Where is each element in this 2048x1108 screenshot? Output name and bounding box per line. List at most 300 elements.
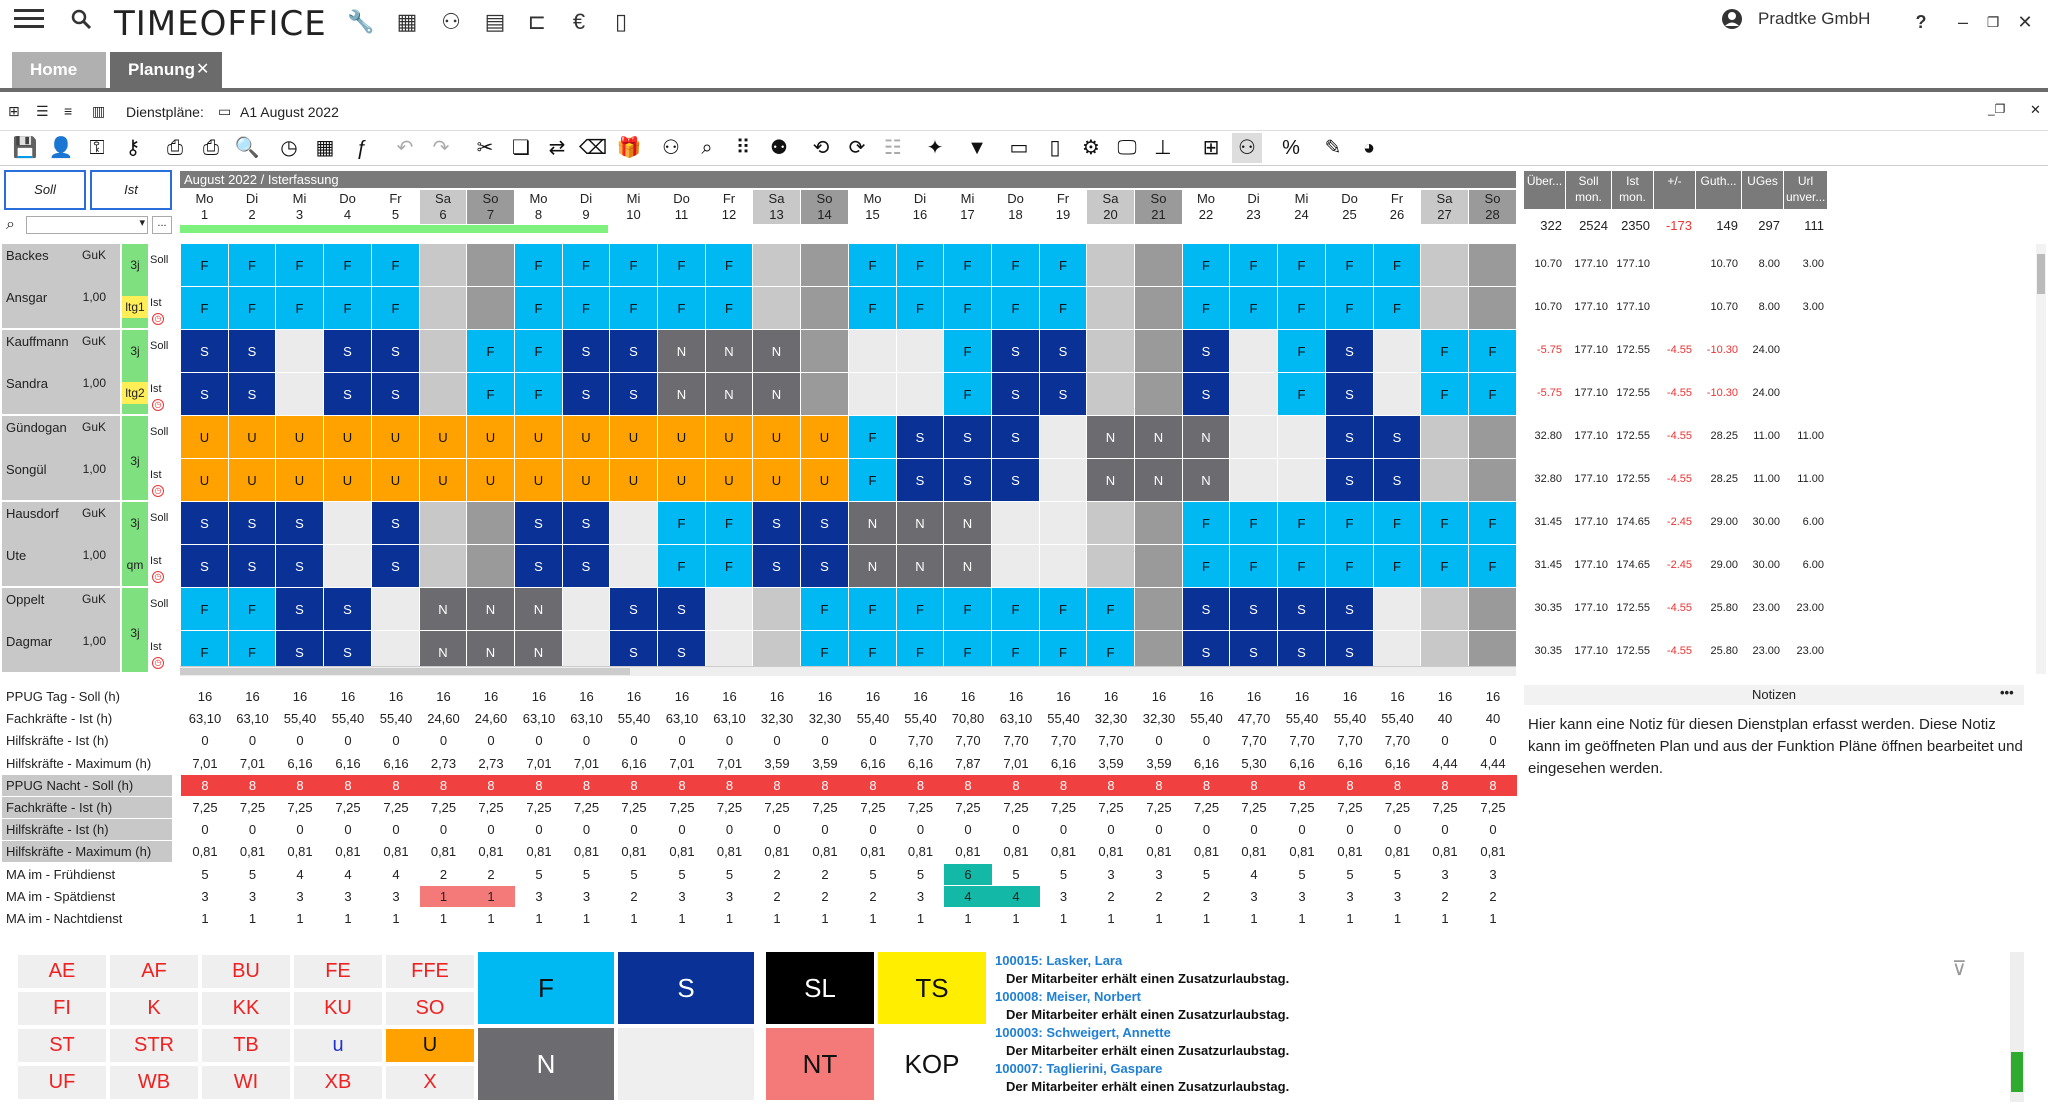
hierarchy-icon[interactable]: ⊏ xyxy=(527,9,547,34)
vertical-scrollbar[interactable] xyxy=(2036,244,2046,674)
person-icon[interactable]: 👤 xyxy=(48,137,74,159)
shift-cell[interactable] xyxy=(1230,459,1278,502)
shift-cell[interactable] xyxy=(1374,373,1421,416)
shift-cell[interactable]: U xyxy=(801,459,849,502)
shift-cell[interactable]: F xyxy=(563,287,610,330)
undo-icon[interactable]: ↶ xyxy=(396,137,414,159)
table-icon[interactable]: ⊞ xyxy=(1202,137,1220,159)
shift-cell[interactable]: S xyxy=(563,330,610,373)
shift-cell[interactable]: S xyxy=(229,330,276,373)
shift-cell[interactable]: F xyxy=(467,373,515,416)
shift-cell[interactable]: S xyxy=(1374,459,1421,502)
shift-cell[interactable]: S xyxy=(992,330,1040,373)
help-icon[interactable]: ? xyxy=(1915,12,1927,32)
shift-cell[interactable]: U xyxy=(515,416,563,459)
absence-code-button[interactable]: ST xyxy=(18,1029,106,1062)
shift-cell[interactable]: U xyxy=(229,459,276,502)
shift-cell[interactable] xyxy=(1469,287,1517,330)
absence-code-button[interactable]: u xyxy=(294,1029,382,1062)
log-entry-id[interactable]: 100015: Lasker, Lara xyxy=(995,953,1123,968)
shift-cell[interactable]: U xyxy=(420,416,467,459)
shift-cell[interactable] xyxy=(1230,330,1278,373)
user-icon[interactable] xyxy=(1720,8,1744,37)
absence-code-button[interactable]: SO xyxy=(386,992,474,1025)
absence-code-button[interactable]: WB xyxy=(110,1066,198,1099)
shift-cell[interactable] xyxy=(420,287,467,330)
shift-cell[interactable]: N xyxy=(515,588,563,631)
shift-cell[interactable]: F xyxy=(992,244,1040,287)
shift-cell[interactable] xyxy=(1087,287,1135,330)
shift-cell[interactable] xyxy=(1040,416,1087,459)
shift-cell[interactable]: F xyxy=(1040,588,1087,631)
zoom-icon[interactable]: ⌕ xyxy=(701,137,713,159)
shift-cell[interactable]: N xyxy=(420,588,467,631)
shift-cell[interactable]: N xyxy=(897,502,944,545)
shift-cell[interactable]: F xyxy=(1374,287,1421,330)
day-header[interactable] xyxy=(467,190,515,224)
shift-cell[interactable] xyxy=(1087,502,1135,545)
shift-cell[interactable] xyxy=(992,545,1040,588)
day-header[interactable] xyxy=(515,190,563,224)
shift-cell[interactable]: F xyxy=(849,287,897,330)
shift-cell[interactable]: S xyxy=(1183,373,1230,416)
shift-cell[interactable]: N xyxy=(849,545,897,588)
absence-code-button[interactable]: FE xyxy=(294,955,382,988)
shift-cell[interactable] xyxy=(801,244,849,287)
shift-button[interactable]: TS xyxy=(878,952,986,1024)
day-header[interactable] xyxy=(706,190,753,224)
shift-cell[interactable] xyxy=(1421,416,1469,459)
shift-cell[interactable]: U xyxy=(801,416,849,459)
shift-cell[interactable]: N xyxy=(944,545,992,588)
shift-cell[interactable]: F xyxy=(1040,244,1087,287)
shift-cell[interactable]: F xyxy=(276,244,324,287)
absence-code-button[interactable]: AF xyxy=(110,955,198,988)
day-header[interactable] xyxy=(992,190,1040,224)
shift-cell[interactable]: N xyxy=(706,330,753,373)
filter-icon[interactable]: ▼ xyxy=(967,137,987,159)
absence-code-button[interactable]: K xyxy=(110,992,198,1025)
shift-cell[interactable]: F xyxy=(1326,502,1374,545)
more-filter-button[interactable]: ... xyxy=(152,216,172,234)
shift-cell[interactable] xyxy=(1230,373,1278,416)
shift-cell[interactable]: F xyxy=(1421,502,1469,545)
shift-cell[interactable]: S xyxy=(563,502,610,545)
shift-cell[interactable] xyxy=(897,330,944,373)
mobile-icon[interactable]: ▯ xyxy=(614,9,628,34)
shift-cell[interactable]: F xyxy=(897,244,944,287)
shift-cell[interactable]: N xyxy=(658,373,706,416)
shift-cell[interactable]: S xyxy=(1230,631,1278,674)
shift-cell[interactable] xyxy=(324,502,372,545)
shift-cell[interactable]: F xyxy=(706,287,753,330)
shift-cell[interactable]: F xyxy=(897,287,944,330)
shift-cell[interactable]: F xyxy=(944,287,992,330)
shift-cell[interactable]: S xyxy=(563,545,610,588)
search-icon[interactable] xyxy=(66,8,96,37)
shift-cell[interactable]: F xyxy=(467,330,515,373)
chart-icon[interactable]: ◕ xyxy=(1362,137,1376,159)
shift-cell[interactable] xyxy=(467,287,515,330)
shift-cell[interactable]: S xyxy=(229,545,276,588)
shift-cell[interactable]: N xyxy=(1183,459,1230,502)
shift-cell[interactable] xyxy=(1087,244,1135,287)
swap-icon[interactable]: ⇄ xyxy=(548,137,566,159)
shift-cell[interactable]: S xyxy=(1183,631,1230,674)
shift-cell[interactable]: F xyxy=(944,330,992,373)
shift-cell[interactable]: S xyxy=(1374,416,1421,459)
calendar-grid-icon[interactable]: ▤ xyxy=(484,9,506,34)
list-view-icon[interactable]: ≡ xyxy=(64,103,73,119)
shift-cell[interactable] xyxy=(753,588,801,631)
shift-cell[interactable] xyxy=(801,330,849,373)
shift-cell[interactable] xyxy=(610,502,658,545)
shift-cell[interactable]: F xyxy=(944,588,992,631)
shift-cell[interactable] xyxy=(276,373,324,416)
shift-cell[interactable]: F xyxy=(849,588,897,631)
shift-cell[interactable]: F xyxy=(563,244,610,287)
shift-cell[interactable]: S xyxy=(181,373,229,416)
wrench-icon[interactable]: 🔧 xyxy=(347,9,375,34)
shift-cell[interactable]: S xyxy=(992,373,1040,416)
absence-code-button[interactable]: UF xyxy=(18,1066,106,1099)
shift-cell[interactable]: U xyxy=(420,459,467,502)
shift-cell[interactable]: F xyxy=(372,244,420,287)
shift-cell[interactable]: F xyxy=(1421,330,1469,373)
shift-cell[interactable]: S xyxy=(1326,631,1374,674)
day-header[interactable] xyxy=(1326,190,1374,224)
refresh-icon[interactable]: ⟳ xyxy=(848,137,866,159)
shift-cell[interactable] xyxy=(1469,244,1517,287)
shift-cell[interactable]: S xyxy=(1278,631,1326,674)
day-header[interactable] xyxy=(1469,190,1517,224)
shift-cell[interactable]: F xyxy=(992,588,1040,631)
shift-cell[interactable]: U xyxy=(276,416,324,459)
shift-cell[interactable]: N xyxy=(849,502,897,545)
shift-cell[interactable]: N xyxy=(706,373,753,416)
shift-cell[interactable]: U xyxy=(467,416,515,459)
shift-button[interactable]: SL xyxy=(766,952,874,1024)
shift-cell[interactable]: N xyxy=(658,330,706,373)
dropdown-arrow-icon[interactable]: ▾ xyxy=(139,217,145,229)
shift-cell[interactable]: S xyxy=(992,459,1040,502)
shift-cell[interactable]: U xyxy=(753,416,801,459)
shift-cell[interactable]: F xyxy=(706,545,753,588)
percent-icon[interactable]: % xyxy=(1282,137,1300,159)
shift-cell[interactable]: F xyxy=(229,287,276,330)
shift-cell[interactable]: F xyxy=(276,287,324,330)
tree-view-icon[interactable]: ☰ xyxy=(36,103,49,119)
employee-last-name[interactable]: Kauffmann xyxy=(6,334,69,349)
shift-cell[interactable]: N xyxy=(1087,459,1135,502)
day-header[interactable] xyxy=(1135,190,1183,224)
shift-cell[interactable]: S xyxy=(276,588,324,631)
day-header[interactable] xyxy=(849,190,897,224)
shift-cell[interactable]: F xyxy=(1469,330,1517,373)
shift-cell[interactable] xyxy=(1135,545,1183,588)
shift-cell[interactable]: S xyxy=(276,631,324,674)
day-header[interactable] xyxy=(1183,190,1230,224)
shift-cell[interactable]: S xyxy=(944,459,992,502)
absence-code-button[interactable]: TB xyxy=(202,1029,290,1062)
shift-cell[interactable]: F xyxy=(1278,330,1326,373)
shift-cell[interactable]: S xyxy=(372,502,420,545)
shift-cell[interactable]: S xyxy=(181,545,229,588)
shift-cell[interactable]: F xyxy=(515,244,563,287)
employee-last-name[interactable]: Gündogan xyxy=(6,420,67,435)
shift-cell[interactable]: N xyxy=(467,631,515,674)
shift-cell[interactable]: S xyxy=(1183,330,1230,373)
shift-cell[interactable]: S xyxy=(610,330,658,373)
shift-cell[interactable] xyxy=(420,244,467,287)
shift-cell[interactable] xyxy=(1421,459,1469,502)
panel-close-icon[interactable]: ✕ xyxy=(2030,102,2041,117)
day-header[interactable] xyxy=(1040,190,1087,224)
shift-cell[interactable]: S xyxy=(372,330,420,373)
shift-cell[interactable] xyxy=(1421,588,1469,631)
shift-cell[interactable]: U xyxy=(610,459,658,502)
shift-cell[interactable]: F xyxy=(1278,244,1326,287)
shift-cell[interactable]: F xyxy=(1469,502,1517,545)
shift-button[interactable]: KOP xyxy=(878,1028,986,1100)
shift-cell[interactable]: F xyxy=(515,373,563,416)
absence-code-button[interactable]: BU xyxy=(202,955,290,988)
shift-cell[interactable] xyxy=(563,588,610,631)
shift-cell[interactable]: F xyxy=(1230,545,1278,588)
shift-cell[interactable]: S xyxy=(1183,588,1230,631)
shift-cell[interactable] xyxy=(467,244,515,287)
shift-cell[interactable]: F xyxy=(324,287,372,330)
shift-cell[interactable]: N xyxy=(944,502,992,545)
shift-cell[interactable]: F xyxy=(849,244,897,287)
shift-cell[interactable] xyxy=(849,373,897,416)
shift-cell[interactable]: U xyxy=(658,416,706,459)
grid-view-icon[interactable]: ⊞ xyxy=(8,103,20,119)
shift-cell[interactable] xyxy=(1469,588,1517,631)
panel-minimize-icon[interactable]: _❐ xyxy=(1988,102,2006,116)
shift-cell[interactable]: S xyxy=(658,631,706,674)
shift-cell[interactable]: F xyxy=(1278,287,1326,330)
log-entry-id[interactable]: 100007: Taglierini, Gaspare xyxy=(995,1061,1163,1076)
shift-cell[interactable]: S xyxy=(324,631,372,674)
shift-cell[interactable]: S xyxy=(1040,373,1087,416)
shift-cell[interactable]: F xyxy=(658,502,706,545)
shift-cell[interactable]: S xyxy=(992,416,1040,459)
cut-icon[interactable]: ✂ xyxy=(476,137,494,159)
shift-cell[interactable]: F xyxy=(801,631,849,674)
shift-cell[interactable]: F xyxy=(1040,287,1087,330)
shift-cell[interactable]: S xyxy=(515,545,563,588)
shift-cell[interactable] xyxy=(420,330,467,373)
shift-cell[interactable]: U xyxy=(610,416,658,459)
log-entry-id[interactable]: 100003: Schweigert, Annette xyxy=(995,1025,1171,1040)
shift-cell[interactable] xyxy=(1040,502,1087,545)
shift-cell[interactable]: F xyxy=(610,244,658,287)
ist-filter-button[interactable]: Ist xyxy=(90,170,172,210)
shift-cell[interactable]: S xyxy=(753,502,801,545)
shift-cell[interactable]: F xyxy=(944,244,992,287)
notes-menu-icon[interactable]: ••• xyxy=(2000,685,2014,700)
shift-cell[interactable]: S xyxy=(1278,588,1326,631)
shift-cell[interactable]: U xyxy=(658,459,706,502)
absence-code-button[interactable]: XB xyxy=(294,1066,382,1099)
shift-cell[interactable]: U xyxy=(181,459,229,502)
gift-icon[interactable]: 🎁 xyxy=(616,137,642,159)
shift-cell[interactable]: S xyxy=(1326,459,1374,502)
shift-cell[interactable] xyxy=(1374,330,1421,373)
log-filter-icon[interactable]: ⊽ xyxy=(1952,958,1967,980)
shift-cell[interactable] xyxy=(706,588,753,631)
shift-cell[interactable] xyxy=(1135,244,1183,287)
redo-icon[interactable]: ↷ xyxy=(432,137,450,159)
shift-cell[interactable]: S xyxy=(324,330,372,373)
shift-button[interactable]: NT xyxy=(766,1028,874,1100)
tab-home[interactable] xyxy=(12,52,106,88)
shift-cell[interactable] xyxy=(753,244,801,287)
day-header[interactable] xyxy=(276,190,324,224)
shift-cell[interactable]: U xyxy=(372,459,420,502)
shift-button[interactable]: S xyxy=(618,952,754,1024)
shift-cell[interactable] xyxy=(1087,545,1135,588)
day-header[interactable] xyxy=(753,190,801,224)
employee-last-name[interactable]: Oppelt xyxy=(6,592,45,607)
shift-cell[interactable] xyxy=(467,502,515,545)
pencil-icon[interactable]: ✎ xyxy=(1324,137,1342,159)
shift-cell[interactable] xyxy=(467,545,515,588)
shift-button[interactable]: N xyxy=(478,1028,614,1100)
day-header[interactable] xyxy=(944,190,992,224)
close-window-icon[interactable]: ✕ xyxy=(2017,12,2033,32)
absence-code-button[interactable]: X xyxy=(386,1066,474,1099)
shift-cell[interactable]: F xyxy=(1183,502,1230,545)
print-preview-icon[interactable]: 🔍 xyxy=(234,137,260,159)
shift-cell[interactable]: U xyxy=(276,459,324,502)
day-header[interactable] xyxy=(324,190,372,224)
monitor-icon[interactable]: 🖵 xyxy=(1117,137,1137,159)
company-name[interactable]: Pradtke GmbH xyxy=(1758,9,1871,28)
shift-cell[interactable]: F xyxy=(515,330,563,373)
shift-cell[interactable] xyxy=(1230,416,1278,459)
employee-first-name[interactable]: Sandra xyxy=(6,376,48,391)
day-header[interactable] xyxy=(658,190,706,224)
shift-cell[interactable]: F xyxy=(1087,631,1135,674)
shift-cell[interactable]: S xyxy=(944,416,992,459)
key-icon[interactable]: ⚿ xyxy=(89,137,105,159)
shift-cell[interactable]: F xyxy=(658,287,706,330)
absence-code-button[interactable]: KK xyxy=(202,992,290,1025)
shift-cell[interactable]: S xyxy=(324,373,372,416)
shift-cell[interactable] xyxy=(420,502,467,545)
shift-cell[interactable] xyxy=(801,373,849,416)
shift-cell[interactable]: U xyxy=(706,416,753,459)
schedule-icon[interactable]: ▦ xyxy=(315,137,335,159)
shift-cell[interactable] xyxy=(992,502,1040,545)
shift-button[interactable] xyxy=(618,1028,754,1100)
employee-search-input[interactable] xyxy=(26,216,148,234)
day-header[interactable] xyxy=(1278,190,1326,224)
shift-cell[interactable]: S xyxy=(658,588,706,631)
shift-cell[interactable] xyxy=(1040,459,1087,502)
shift-cell[interactable]: U xyxy=(753,459,801,502)
employee-first-name[interactable]: Ansgar xyxy=(6,290,48,305)
shift-cell[interactable]: S xyxy=(897,459,944,502)
shift-cell[interactable]: F xyxy=(658,244,706,287)
shift-cell[interactable]: N xyxy=(515,631,563,674)
team-icon[interactable]: ⚇ xyxy=(1232,133,1262,163)
shift-cell[interactable]: S xyxy=(372,373,420,416)
shift-cell[interactable] xyxy=(753,287,801,330)
shift-cell[interactable] xyxy=(1087,373,1135,416)
shift-cell[interactable]: S xyxy=(229,373,276,416)
absence-code-button[interactable]: AE xyxy=(18,955,106,988)
shift-cell[interactable] xyxy=(1135,373,1183,416)
minimize-icon[interactable]: – xyxy=(1957,12,1968,32)
shift-cell[interactable]: S xyxy=(801,545,849,588)
close-tab-icon[interactable]: ✕ xyxy=(196,61,210,78)
shift-cell[interactable]: U xyxy=(563,416,610,459)
shift-cell[interactable]: F xyxy=(610,287,658,330)
shift-cell[interactable] xyxy=(1135,330,1183,373)
shift-cell[interactable]: F xyxy=(1278,545,1326,588)
ruler-icon[interactable]: ▭ xyxy=(1009,137,1029,159)
shift-cell[interactable]: N xyxy=(753,330,801,373)
shift-cell[interactable]: F xyxy=(1326,545,1374,588)
shift-cell[interactable]: N xyxy=(1135,416,1183,459)
shift-cell[interactable]: F xyxy=(1374,244,1421,287)
shift-cell[interactable] xyxy=(1040,545,1087,588)
absence-code-button[interactable]: FFE xyxy=(386,955,474,988)
day-header[interactable] xyxy=(1230,190,1278,224)
magic-wand-icon[interactable]: ✦ xyxy=(926,137,944,159)
shift-cell[interactable]: F xyxy=(229,244,276,287)
shift-cell[interactable]: F xyxy=(944,373,992,416)
shift-cell[interactable]: S xyxy=(897,416,944,459)
shift-cell[interactable] xyxy=(1421,287,1469,330)
shift-cell[interactable]: U xyxy=(324,416,372,459)
shift-cell[interactable] xyxy=(1421,244,1469,287)
hamburger-menu-icon[interactable] xyxy=(14,6,44,39)
shift-cell[interactable]: F xyxy=(897,631,944,674)
shift-cell[interactable] xyxy=(1135,502,1183,545)
shift-cell[interactable]: F xyxy=(849,459,897,502)
absence-code-button[interactable]: U xyxy=(386,1029,474,1062)
shift-cell[interactable]: U xyxy=(372,416,420,459)
shift-cell[interactable]: N xyxy=(1087,416,1135,459)
day-header[interactable] xyxy=(1374,190,1421,224)
copy-icon[interactable]: ❏ xyxy=(512,137,530,159)
shift-cell[interactable]: U xyxy=(229,416,276,459)
shift-cell[interactable]: N xyxy=(1135,459,1183,502)
shift-cell[interactable]: S xyxy=(610,631,658,674)
shift-cell[interactable] xyxy=(372,588,420,631)
shift-cell[interactable]: S xyxy=(1326,373,1374,416)
shift-cell[interactable]: F xyxy=(515,287,563,330)
shift-cell[interactable] xyxy=(1087,330,1135,373)
shift-cell[interactable]: F xyxy=(1374,545,1421,588)
shift-cell[interactable]: S xyxy=(1230,588,1278,631)
log-entry-id[interactable]: 100008: Meiser, Norbert xyxy=(995,989,1141,1004)
shift-cell[interactable]: S xyxy=(563,373,610,416)
day-header[interactable] xyxy=(897,190,944,224)
absence-code-button[interactable]: KU xyxy=(294,992,382,1025)
clock-icon[interactable]: ◷ xyxy=(280,137,298,159)
absence-code-button[interactable]: FI xyxy=(18,992,106,1025)
day-header[interactable] xyxy=(1087,190,1135,224)
tab-planung[interactable] xyxy=(110,52,222,88)
shift-cell[interactable]: F xyxy=(1278,373,1326,416)
day-header[interactable] xyxy=(420,190,467,224)
group-add-icon[interactable]: ⚉ xyxy=(770,137,788,159)
